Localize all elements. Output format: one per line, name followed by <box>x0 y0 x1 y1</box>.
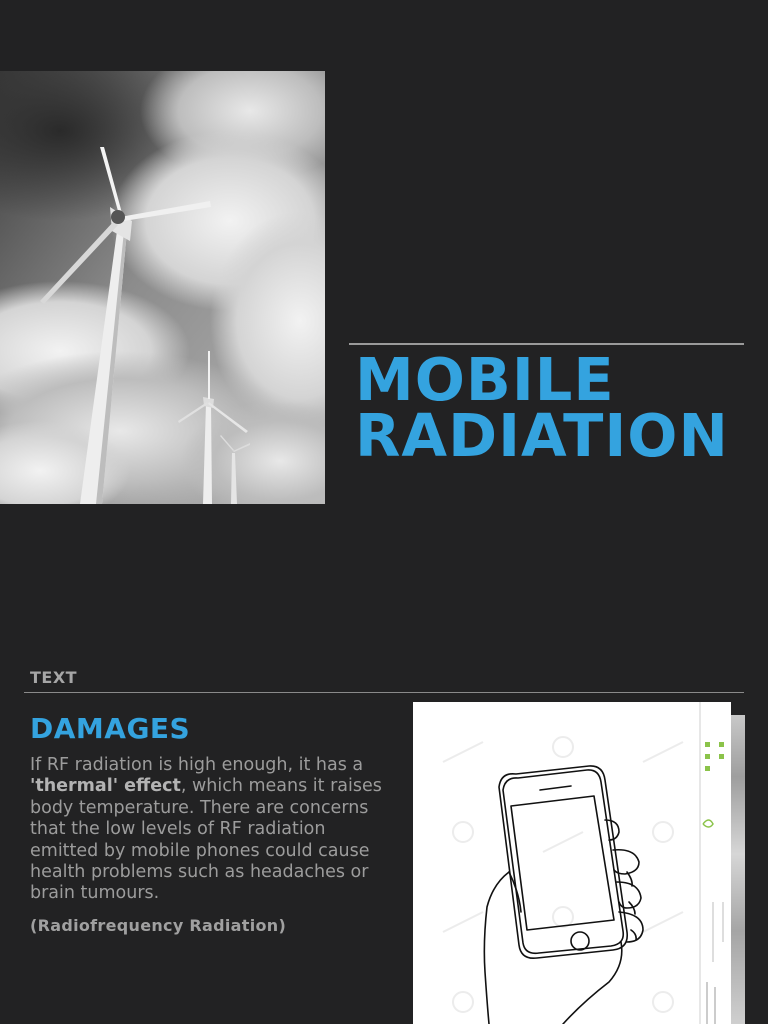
slide-title <box>355 345 760 470</box>
section-divider <box>24 692 744 693</box>
hand-holding-phone-drawing <box>413 702 731 1024</box>
slide-title-line-2: RADIATION <box>355 401 729 470</box>
body-text-emphasis: 'thermal' effect <box>30 776 181 797</box>
body-text-part-1: If RF radiation is high enough, it has a <box>30 755 364 775</box>
partial-image-edge <box>731 715 745 1024</box>
wind-turbines-photo <box>0 71 325 504</box>
body-text-part-2: , which means it raises body temperature. There are concerns that the low levels of RF radiation emitted by mobile phones could cause health problems such as headaches or brain tumours. <box>30 776 382 904</box>
section-label: TEXT <box>30 668 78 687</box>
source-caption: (Radiofrequency Radiation) <box>30 916 287 935</box>
body-paragraph <box>30 755 392 905</box>
slide-title-line-1: MOBILE <box>355 345 615 414</box>
section-heading: DAMAGES <box>30 712 191 745</box>
